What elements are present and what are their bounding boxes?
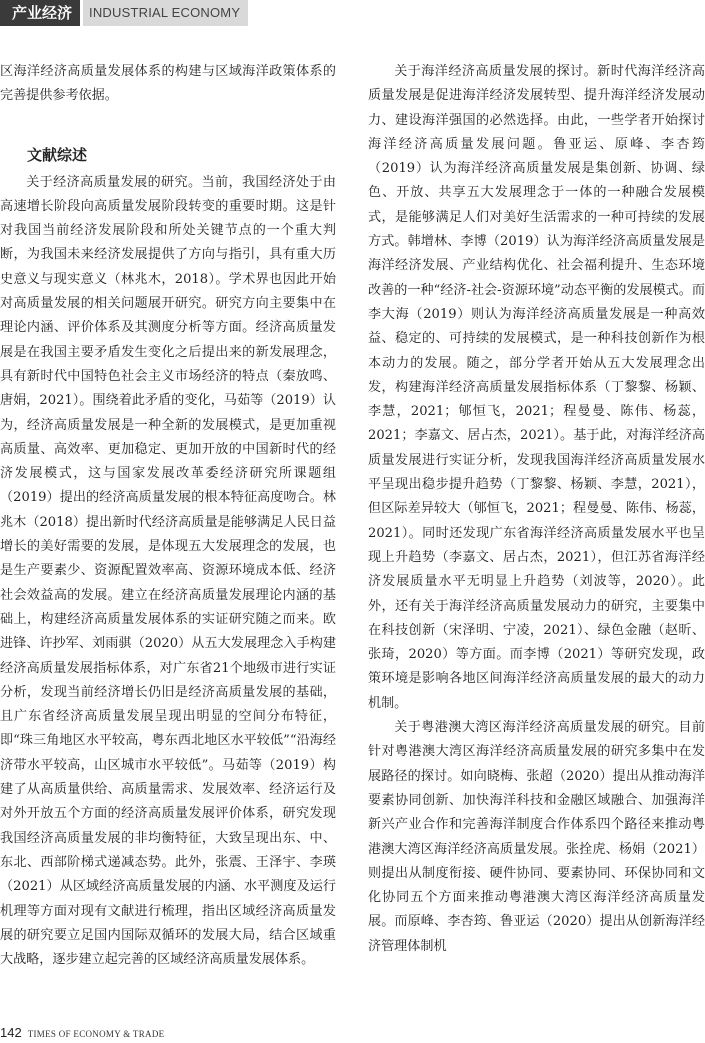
page-number: 142 — [0, 1025, 22, 1040]
page-footer — [0, 1025, 164, 1040]
paragraph-intro-continued: 区海洋经济高质量发展体系的构建与区域海洋政策体系的完善提供参考依据。 — [0, 64, 336, 104]
section-category: 产业经济 — [0, 0, 80, 26]
paragraph-greater-bay-area: 关于粤港澳大湾区海洋经济高质量发展的研究。目前针对粤港澳大湾区海洋经济高质量发展的研究多集中在发展路径的探讨。如向晓梅、张超（2020）提出从推动海洋要素协同创新、加快海洋科技和金融区域融合、加强海洋新兴产业合作和完善海洋制度合作体系四个路径来推动粤港澳大湾区海洋经济高质量发展。张拴虎、杨娟（2021）则提出从制度衔接、硬件协同、要素协同、环保协同和文化协同五个方面来推动粤港澳大湾区海洋经济高质量发展。而原峰、李杏筠、鲁亚运（2020）提出从创新海洋经济管理体制机 — [368, 720, 705, 954]
left-column — [0, 60, 336, 972]
paragraph-marine-economy: 关于海洋经济高质量发展的探讨。新时代海洋经济高质量发展是促进海洋经济发展转型、提升海洋经济发展动力、建设海洋强国的必然选择。由此，一些学者开始探讨海洋经济高质量发展问题。鲁亚运、原峰、李杏筠（2019）认为海洋经济高质量发展是集创新、协调、绿色、开放、共享五大发展理念于一体的一种融合发展模式，是能够满足人们对美好生活需求的一种可持续的发展方式。韩增林、李博（2019）认为海洋经济高质量发展是海洋经济发展、产业结构优化、社会福利提升、生态环境改善的一种“经济-社会-资源环境”动态平衡的发展模式。而李大海（2019）则认为海洋经济高质量发展是一种高效益、稳定的、可持续的发展模式，是一种科技创新作为根本动力的发展。随之，部分学者开始从五大发展理念出发，构建海洋经济高质量发展指标体系（丁黎黎、杨颖、李慧，2021；郇恒飞，2021；程曼曼、陈伟、杨蕊，2021；李嘉文、居占杰，2021）。基于此，对海洋经济高质量发展进行实证分析，发现我国海洋经济高质量发展水平呈现出稳步提升趋势（丁黎黎、杨颖、李慧，2021），但区际差异较大（郇恒飞，2021；程曼曼、陈伟、杨蕊，2021）。同时还发现广东省海洋经济高质量发展水平也呈现上升趋势（李嘉文、居占杰，2021），但江苏省海洋经济发展质量水平无明显上升趋势（刘波等，2020）。此外，还有关于海洋经济高质量发展动力的研究，主要集中在科技创新（宋泽明、宁凌，2021）、绿色金融（赵昕、张琦，2020）等方面。而李博（2021）等研究发现，政策环境是影响各地区间海洋经济高质量发展的最大的动力机制。 — [368, 64, 705, 711]
right-column — [368, 60, 705, 959]
section-category-en: INDUSTRIAL ECONOMY — [83, 0, 248, 26]
paragraph-economic-quality: 关于经济高质量发展的研究。当前，我国经济处于由高速增长阶段向高质量发展阶段转变的重要时期。这是针对我国当前经济发展阶段和所处关键节点的一个重大判断，为我国未来经济发展提供了方向与指引，具有重大历史意义与现实意义（林兆木，2018）。学术界也因此开始对高质量发展的相关问题展开研究。研究方向主要集中在理论内涵、评价体系及其测度分析等方面。经济高质量发展是在我国主要矛盾发生变化之后提出来的新发展理念，具有新时代中国特色社会主义市场经济的特点（秦放鸣、唐娟，2021）。围绕着此矛盾的变化，马茹等（2019）认为，经济高质量发展是一种全新的发展模式，是更加重视高质量、高效率、更加稳定、更加开放的中国新时代的经济发展模式，这与国家发展改革委经济研究所课题组（2019）提出的经济高质量发展的根本特征高度吻合。林兆木（2018）提出新时代经济高质量是能够满足人民日益增长的美好需要的发展，是体现五大发展理念的发展，也是生产要素少、资源配置效率高、资源环境成本低、经济社会效益高的发展。建立在经济高质量发展理论内涵的基础上，构建经济高质量发展体系的实证研究随之而来。欧进锋、许抄军、刘雨骐（2020）从五大发展理念入手构建经济高质量发展指标体系，对广东省21个地级市进行实证分析，发现当前经济增长仍旧是经济高质量发展的基础，且广东省经济高质量发展呈现出明显的空间分布特征，即“珠三角地区水平较高，粤东西北地区水平较低”“沿海经济带水平较高，山区城市水平较低”。马茹等（2019）构建了从高质量供给、高质量需求、发展效率、经济运行及对外开放五个方面的经济高质量发展评价体系，研究发现我国经济高质量发展的非均衡特征，大致呈现出东、中、东北、西部阶梯式递减态势。此外，张震、王泽宇、李瑛（2021）从区域经济高质量发展的内涵、水平测度及运行机理等方面对现有文献进行梳理，指出区域经济高质量发展的研究要立足国内国际双循环的发展大局，结合区域重大战略，逐步建立起完善的区域经济高质量发展体系。 — [0, 174, 336, 968]
section-heading: 文献综述 — [27, 145, 88, 164]
page-header — [0, 0, 248, 26]
magazine-name: TIMES OF ECONOMY & TRADE — [27, 1029, 165, 1039]
